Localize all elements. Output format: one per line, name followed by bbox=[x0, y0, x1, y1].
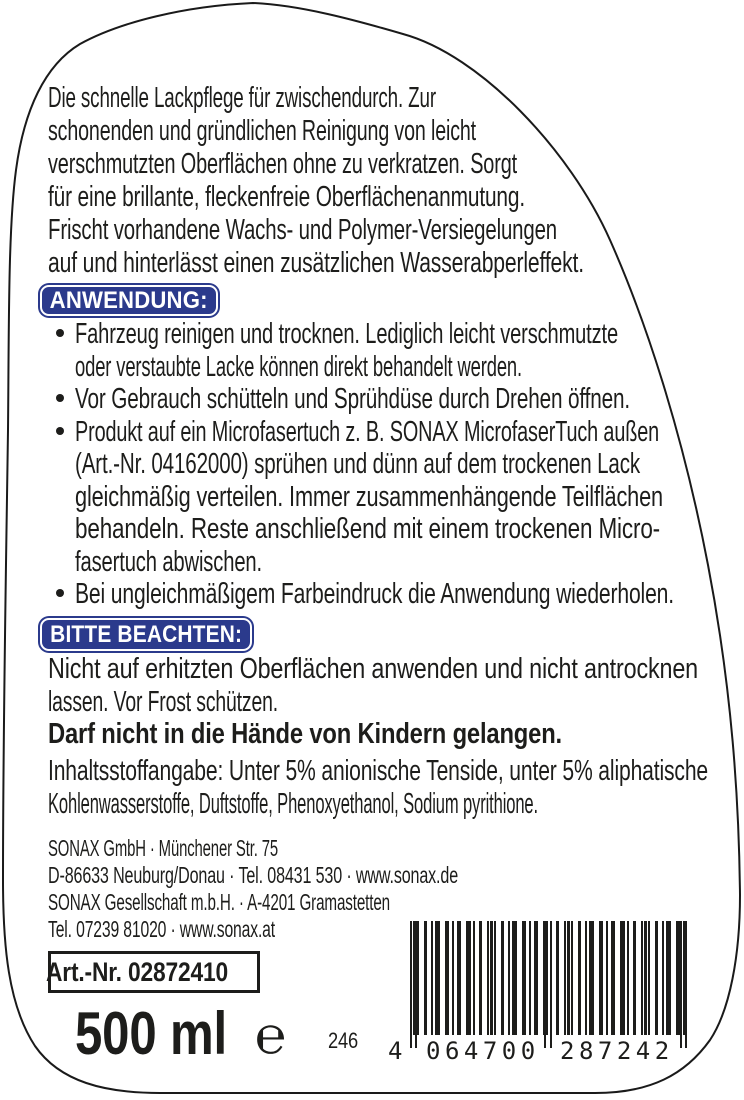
section-header-label: BITTE BEACHTEN: bbox=[50, 620, 243, 648]
address-line: D-86633 Neuburg/Donau · Tel. 08431 530 · www.sonax.de bbox=[48, 862, 458, 888]
bullet-line: behandeln. Reste anschließend mit einem trockenen Micro- bbox=[75, 513, 660, 545]
estimated-sign: ℮ bbox=[255, 1007, 287, 1065]
barcode-digit-group: 287242 bbox=[560, 1037, 674, 1065]
bullet-line: fasertuch abwischen. bbox=[75, 546, 262, 578]
barcode-guard-bar bbox=[410, 921, 412, 1048]
section-header-anwendung bbox=[40, 285, 218, 316]
ingredients-line: Kohlenwasserstoffe, Duftstoffe, Phenoxyethanol, Sodium pyrithione. bbox=[48, 788, 538, 820]
bullet-line: (Art.-Nr. 04162000) sprühen und dünn auf dem trockenen Lack bbox=[75, 448, 640, 480]
bullet-dot bbox=[56, 589, 64, 597]
bullet-line: Fahrzeug reinigen und trocknen. Lediglich leicht verschmutzte bbox=[75, 318, 618, 350]
address-line: SONAX GmbH · Münchener Str. 75 bbox=[48, 835, 278, 861]
intro-line: auf und hinterlässt einen zusätzlichen Wasserabperleffekt. bbox=[48, 247, 584, 279]
barcode-digit-lead: 4 bbox=[388, 1037, 407, 1065]
barcode-guard-bar bbox=[415, 921, 417, 1048]
bullet-line: gleichmäßig verteilen. Immer zusammenhängende Teilflächen bbox=[75, 481, 663, 513]
ean-barcode bbox=[410, 921, 687, 1035]
volume-label: 500 ml bbox=[75, 1000, 227, 1067]
intro-line: verschmutzten Oberflächen ohne zu verkratzen. Sorgt bbox=[48, 148, 517, 180]
section-header-label: ANWENDUNG: bbox=[50, 286, 208, 314]
barcode-guard-bar bbox=[680, 921, 682, 1048]
article-number: Art.-Nr. 02872410 bbox=[46, 956, 229, 987]
barcode-guard-bar bbox=[550, 921, 552, 1048]
barcode-digit-group: 064700 bbox=[426, 1037, 540, 1065]
small-print-number: 246 bbox=[328, 1028, 358, 1053]
address-line: Tel. 07239 81020 · www.sonax.at bbox=[48, 916, 275, 942]
ingredients-line: Inhaltsstoffangabe: Unter 5% anionische Tenside, unter 5% aliphatische bbox=[48, 755, 708, 787]
bullet-dot bbox=[56, 329, 64, 337]
intro-line: schonenden und gründlichen Reinigung von leicht bbox=[48, 115, 476, 147]
barcode-guard-bar bbox=[685, 921, 687, 1048]
article-number-box bbox=[48, 951, 260, 993]
section-header-bitte-beachten bbox=[40, 618, 252, 651]
barcode-guard-bar bbox=[544, 921, 546, 1048]
bullet-line: Vor Gebrauch schütteln und Sprühdüse durch Drehen öffnen. bbox=[75, 383, 630, 415]
bullet-line: Produkt auf ein Microfasertuch z. B. SONAX MicrofaserTuch außen bbox=[75, 416, 659, 448]
bullet-line: oder verstaubte Lacke können direkt behandelt werden. bbox=[75, 351, 522, 383]
intro-line: für eine brillante, fleckenfreie Oberflächenanmutung. bbox=[48, 181, 525, 213]
bullet-dot bbox=[56, 394, 64, 402]
bullet-dot bbox=[56, 427, 64, 435]
address-line: SONAX Gesellschaft m.b.H. · A-4201 Gramastetten bbox=[48, 889, 390, 915]
notice-line: Nicht auf erhitzten Oberflächen anwenden und nicht antrocknen bbox=[48, 653, 698, 685]
child-warning: Darf nicht in die Hände von Kindern gelangen. bbox=[48, 718, 562, 750]
intro-line: Frischt vorhandene Wachs- und Polymer-Versiegelungen bbox=[48, 214, 557, 246]
intro-line: Die schnelle Lackpflege für zwischendurch. Zur bbox=[48, 82, 436, 114]
notice-line: lassen. Vor Frost schützen. bbox=[48, 686, 278, 718]
bullet-line: Bei ungleichmäßigem Farbeindruck die Anwendung wiederholen. bbox=[75, 578, 674, 610]
